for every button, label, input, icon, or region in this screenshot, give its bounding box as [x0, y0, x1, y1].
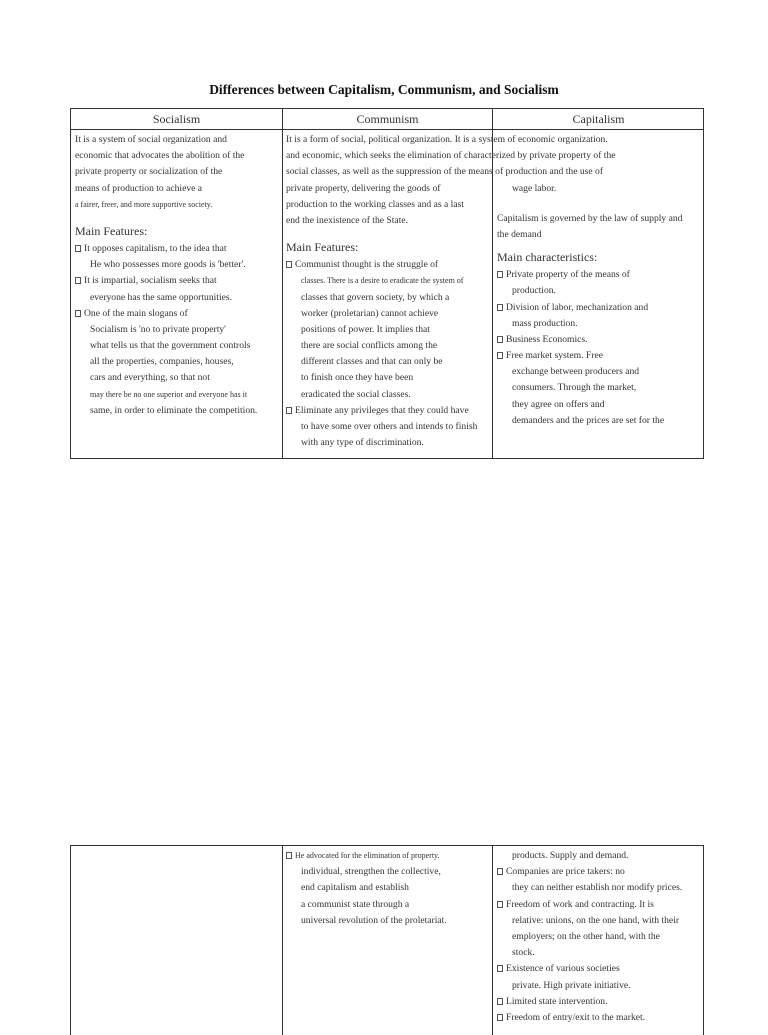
text-line	[497, 994, 682, 1010]
line-text: Freedom of work and contracting. It is	[506, 898, 654, 910]
text-line	[497, 413, 682, 429]
line-text: means of production to achieve a	[75, 182, 203, 194]
text-line	[497, 880, 682, 896]
line-text: employers; on the other hand, with the	[512, 930, 660, 942]
communism-features-heading: Main Features:	[286, 240, 359, 255]
text-line	[75, 148, 257, 164]
line-text: they can neither establish nor modify prices.	[512, 882, 683, 894]
text-line	[75, 290, 257, 306]
socialism-features-heading: Main Features:	[75, 223, 148, 238]
text-line	[497, 267, 682, 283]
text-line	[497, 364, 682, 380]
capitalism-cell	[497, 181, 682, 429]
text-line	[75, 403, 257, 419]
line-text: demanders and the prices are set for the	[512, 414, 665, 426]
text-line	[75, 257, 257, 273]
text-line	[286, 435, 616, 451]
line-text: production to the working classes and as a last	[286, 198, 464, 210]
line-text: individual, strengthen the collective,	[301, 866, 441, 878]
bullet-box-icon	[75, 277, 81, 284]
header-capitalism: Capitalism	[572, 112, 625, 126]
text-line	[286, 164, 616, 180]
line-text: social classes, as well as the suppression of the means of production and the use of	[286, 166, 604, 178]
bullet-box-icon	[497, 965, 503, 972]
capitalism-features-heading: Main characteristics:	[497, 250, 598, 265]
line-text: what tells us that the government controls	[90, 340, 251, 352]
text-line	[497, 227, 682, 243]
line-text: a fairer, freer, and more supportive society.	[75, 199, 213, 209]
text-line	[75, 306, 257, 322]
line-text: Free market system. Free	[506, 350, 603, 362]
capitalism-intro-2	[497, 211, 682, 243]
line-text: He advocated for the elimination of property.	[295, 851, 440, 860]
text-line	[75, 197, 257, 213]
line-text: One of the main slogans of	[84, 307, 188, 319]
capitalism-cell-continued	[497, 848, 682, 1026]
text-line	[497, 864, 682, 880]
line-text: exchange between producers and	[512, 366, 640, 378]
line-text: positions of power. It implies that	[301, 323, 430, 335]
line-text: It opposes capitalism, to the idea that	[84, 242, 227, 254]
text-line	[286, 913, 447, 929]
line-text: production.	[512, 285, 556, 297]
bullet-box-icon	[497, 1014, 503, 1021]
text-line	[497, 945, 682, 961]
capitalism-features	[497, 267, 682, 429]
socialism-features	[75, 241, 257, 419]
line-text: end capitalism and establish	[301, 882, 409, 894]
capitalism-intro	[497, 181, 682, 197]
line-text: same, in order to eliminate the competition.	[90, 404, 258, 416]
line-text: end the inexistence of the State.	[286, 214, 409, 226]
line-text: economic that advocates the abolition of the	[75, 150, 245, 162]
bullet-box-icon	[497, 336, 503, 343]
line-text: universal revolution of the proletariat.	[301, 914, 447, 926]
line-text: with any type of discrimination.	[301, 437, 424, 449]
bullet-box-icon	[286, 261, 292, 268]
text-line	[286, 880, 447, 896]
text-line	[497, 961, 682, 977]
bullet-box-icon	[75, 310, 81, 317]
line-text: Freedom of entry/exit to the market.	[506, 1011, 646, 1023]
bullet-box-icon	[497, 304, 503, 311]
capitalism-continued	[497, 848, 682, 1026]
text-line	[286, 897, 447, 913]
text-line	[497, 300, 682, 316]
line-text: classes. There is a desire to eradicate the system of	[301, 276, 464, 286]
text-line	[75, 181, 257, 197]
line-text: the demand	[497, 228, 542, 240]
text-line	[75, 164, 257, 180]
line-text: there are social conflicts among the	[301, 340, 438, 352]
line-text: private. High private initiative.	[512, 979, 631, 991]
line-text: wage labor.	[512, 182, 557, 194]
bullet-box-icon	[286, 407, 292, 414]
line-text: may there be no one superior and everyone has it	[90, 389, 248, 399]
line-text: Companies are price takers: no	[506, 866, 625, 878]
text-line	[497, 978, 682, 994]
text-line	[286, 132, 616, 148]
line-text: Capitalism is governed by the law of supply and	[497, 212, 683, 224]
line-text: It is impartial, socialism seeks that	[84, 275, 217, 287]
text-line	[286, 848, 447, 864]
bullet-box-icon	[497, 998, 503, 1005]
line-text: private property or socialization of the	[75, 166, 223, 178]
text-line	[497, 380, 682, 396]
text-line	[75, 132, 257, 148]
text-line	[497, 397, 682, 413]
bullet-box-icon	[497, 901, 503, 908]
text-line	[497, 897, 682, 913]
line-text: mass production.	[512, 317, 578, 329]
column-divider	[282, 109, 283, 458]
line-text: It is a system of social organization and	[75, 134, 227, 145]
line-text: Limited state intervention.	[506, 995, 608, 1007]
bullet-box-icon	[497, 868, 503, 875]
text-line	[497, 913, 682, 929]
text-line	[497, 929, 682, 945]
text-line	[75, 354, 257, 370]
text-line	[75, 370, 257, 386]
text-line	[497, 211, 682, 227]
document-title: Differences between Capitalism, Communism, and Socialism	[209, 82, 559, 97]
header-socialism: Socialism	[152, 112, 201, 126]
communism-continued	[286, 848, 447, 929]
line-text: Communist thought is the struggle of	[295, 259, 439, 271]
column-divider	[282, 846, 283, 1035]
line-text: everyone has the same opportunities.	[90, 291, 232, 303]
line-text: worker (proletarian) cannot achieve	[301, 307, 439, 319]
line-text: they agree on offers and	[512, 398, 605, 410]
header-communism: Communism	[356, 112, 419, 126]
line-text: products. Supply and demand.	[512, 850, 629, 861]
text-line	[75, 241, 257, 257]
text-line	[497, 181, 682, 197]
line-text: Eliminate any privileges that they could have	[295, 404, 469, 416]
text-line	[497, 332, 682, 348]
line-text: eradicated the social classes.	[301, 388, 411, 400]
line-text: and economic, which seeks the elimination of characterized by private property of the	[286, 150, 616, 162]
text-line	[497, 316, 682, 332]
text-line	[497, 283, 682, 299]
column-divider	[492, 846, 493, 1035]
text-line	[75, 322, 257, 338]
text-line	[497, 848, 682, 864]
text-line	[75, 273, 257, 289]
line-text: cars and everything, so that not	[90, 372, 210, 384]
text-line	[286, 148, 616, 164]
line-text: Private property of the means of	[506, 269, 630, 281]
line-text: relative: unions, on the one hand, with their	[512, 914, 680, 926]
header-divider	[71, 129, 703, 130]
bullet-box-icon	[286, 852, 292, 859]
line-text: all the properties, companies, houses,	[90, 356, 234, 368]
comparison-table	[70, 108, 704, 459]
bullet-box-icon	[497, 352, 503, 359]
line-text: different classes and that can only be	[301, 356, 443, 368]
line-text: Existence of various societies	[506, 963, 620, 975]
line-text: private property, delivering the goods of	[286, 182, 441, 194]
line-text: consumers. Through the market,	[512, 382, 637, 394]
line-text: stock.	[512, 947, 535, 959]
text-line	[497, 348, 682, 364]
line-text: a communist state through a	[301, 898, 410, 910]
line-text: Socialism is 'no to private property'	[90, 323, 226, 335]
line-text: It is a form of social, political organization. It is a system of economic organization.	[286, 134, 608, 145]
socialism-cell	[75, 132, 257, 419]
line-text: Business Economics.	[506, 333, 588, 345]
comparison-table-continued	[70, 845, 704, 1035]
socialism-intro	[75, 132, 257, 213]
bullet-box-icon	[75, 245, 81, 252]
line-text: to finish once they have been	[301, 372, 414, 384]
line-text: classes that govern society, by which a	[301, 291, 450, 303]
text-line	[75, 338, 257, 354]
line-text: Division of labor, mechanization and	[506, 301, 649, 313]
communism-cell-continued	[286, 848, 447, 929]
bullet-box-icon	[497, 271, 503, 278]
line-text: He who possesses more goods is 'better'.	[90, 259, 246, 271]
text-line	[75, 387, 257, 403]
text-line	[286, 864, 447, 880]
line-text: to have some over others and intends to finish	[301, 421, 478, 432]
